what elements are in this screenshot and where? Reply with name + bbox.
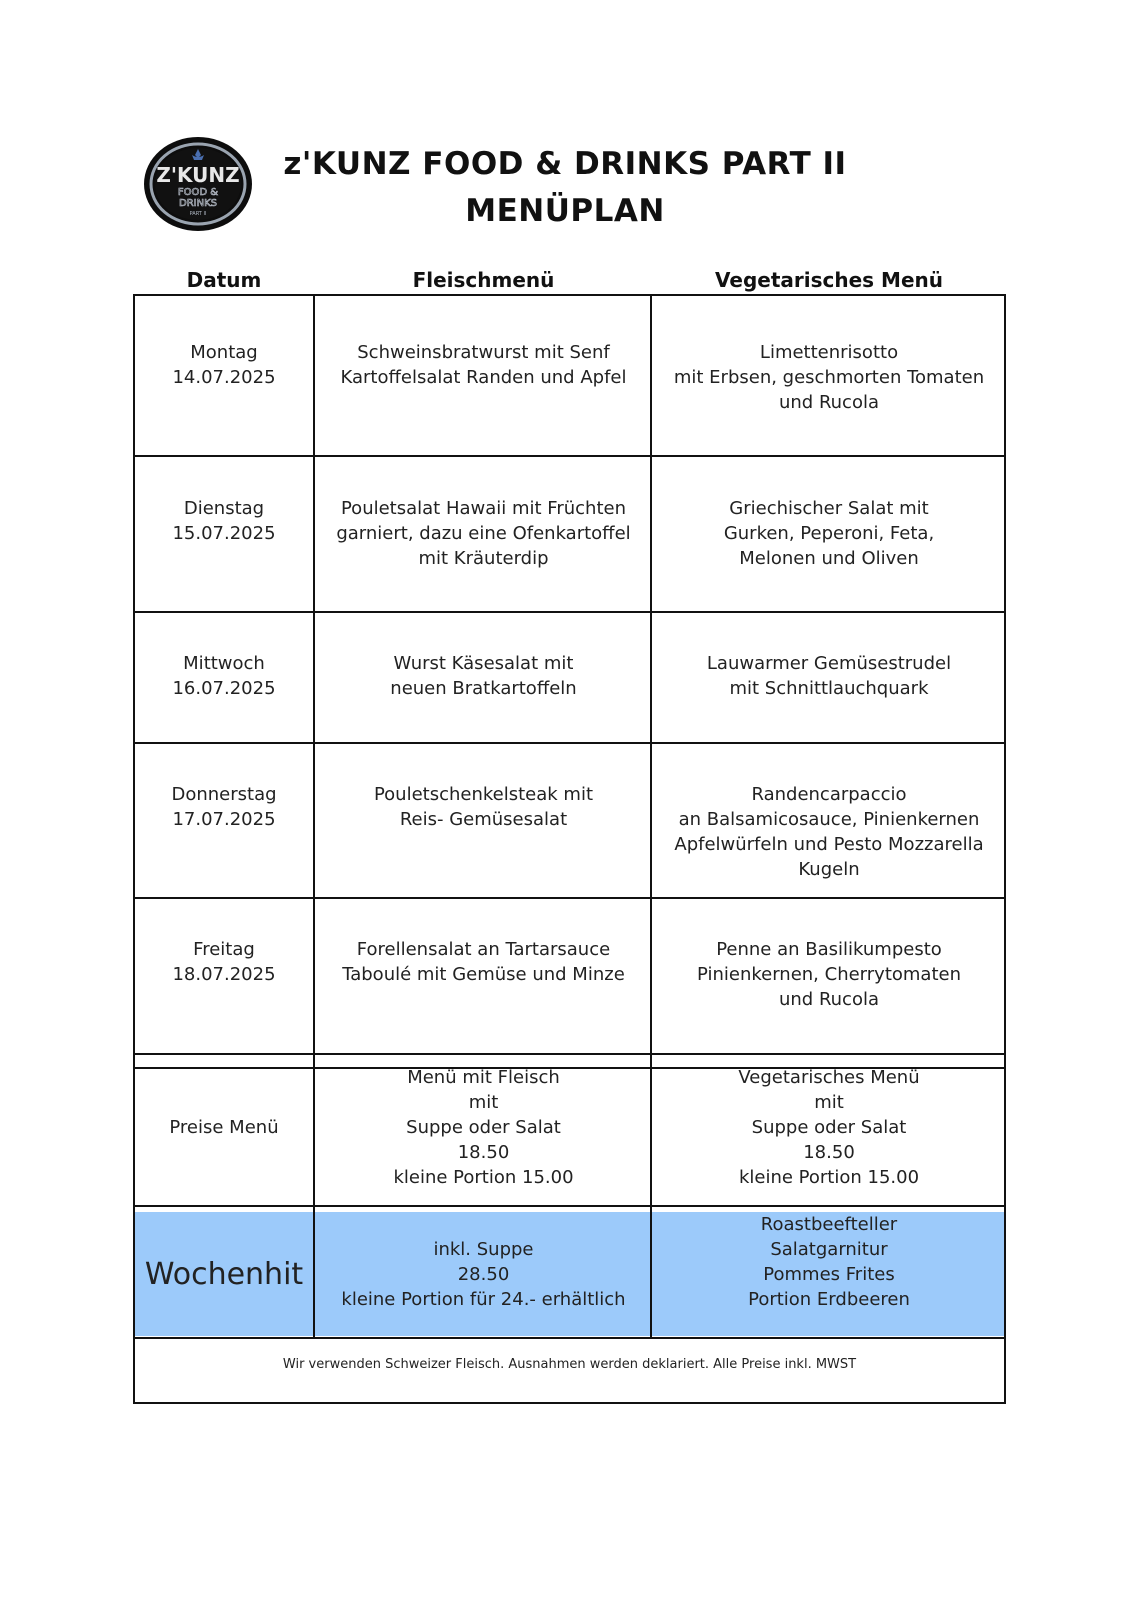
wochenhit-line: 28.50 — [457, 1264, 510, 1285]
meat-price-cell — [315, 1065, 652, 1190]
dish-line: Forellensalat an Tartarsauce — [356, 939, 611, 960]
dish-line: Pouletsalat Hawaii mit Früchten — [340, 498, 627, 519]
day-name: Freitag — [193, 939, 255, 960]
price-line: mit — [814, 1092, 844, 1113]
dish-line: Melonen und Oliven — [739, 548, 919, 569]
meat-dish-cell — [315, 782, 652, 832]
column-header-meat: Fleischmenü — [412, 268, 555, 292]
dish-line: mit Kräuterdip — [418, 548, 549, 569]
day-name: Mittwoch — [183, 653, 265, 674]
veg-price-cell — [652, 1065, 1006, 1190]
dish-line: Pinienkernen, Cherrytomaten — [697, 964, 961, 985]
table-divider — [133, 897, 1006, 899]
day-cell — [133, 782, 315, 832]
price-line: Suppe oder Salat — [406, 1117, 561, 1138]
meat-dish-cell — [315, 340, 652, 390]
logo-main-text: Z'KUNZ — [156, 163, 240, 187]
dish-line: Penne an Basilikumpesto — [716, 939, 942, 960]
dish-line: Schweinsbratwurst mit Senf — [357, 342, 610, 363]
page-subtitle: MENÜPLAN — [465, 193, 665, 229]
logo-sub3-text: PART II — [189, 211, 207, 217]
wochenhit-line: Pommes Frites — [763, 1264, 895, 1285]
veg-dish-cell — [652, 496, 1006, 571]
dish-line: Gurken, Peperoni, Feta, — [723, 523, 935, 544]
dish-line: Limettenrisotto — [759, 342, 899, 363]
dish-line: mit Schnittlauchquark — [729, 678, 929, 699]
day-cell — [133, 651, 315, 701]
veg-dish-cell — [652, 651, 1006, 701]
table-divider — [133, 1337, 1006, 1339]
day-cell — [133, 340, 315, 390]
day-name: Montag — [190, 342, 258, 363]
price-line: kleine Portion 15.00 — [393, 1167, 574, 1188]
dish-line: garniert, dazu eine Ofenkartoffel — [336, 523, 631, 544]
logo-sub2-text: DRINKS — [179, 198, 217, 209]
wochenhit-line: Portion Erdbeeren — [748, 1289, 910, 1310]
meat-dish-cell — [315, 651, 652, 701]
day-cell — [133, 496, 315, 546]
day-date: 14.07.2025 — [172, 367, 276, 388]
table-divider — [133, 1205, 1006, 1207]
wochenhit-veg-cell — [652, 1212, 1006, 1312]
restaurant-logo — [142, 135, 254, 233]
dish-line: neuen Bratkartoffeln — [390, 678, 577, 699]
veg-dish-cell — [652, 782, 1006, 882]
footer-note: Wir verwenden Schweizer Fleisch. Ausnahmen werden deklariert. Alle Preise inkl. MWST — [282, 1357, 857, 1372]
dish-line: mit Erbsen, geschmorten Tomaten — [673, 367, 985, 388]
price-line: kleine Portion 15.00 — [738, 1167, 920, 1188]
table-divider — [133, 742, 1006, 744]
column-header-veg: Vegetarisches Menü — [715, 268, 943, 292]
day-name: Donnerstag — [171, 784, 277, 805]
price-line: Vegetarisches Menü — [738, 1067, 920, 1088]
dish-line: an Balsamicosauce, Pinienkernen — [678, 809, 980, 830]
dish-line: Kugeln — [798, 859, 860, 880]
day-date: 16.07.2025 — [172, 678, 276, 699]
day-date: 18.07.2025 — [172, 964, 276, 985]
dish-line: Kartoffelsalat Randen und Apfel — [340, 367, 627, 388]
logo-sub1-text: FOOD & — [177, 187, 219, 198]
dish-line: Lauwarmer Gemüsestrudel — [706, 653, 952, 674]
wochenhit-meat-cell — [315, 1237, 652, 1312]
page-title: z'KUNZ FOOD & DRINKS PART II — [283, 146, 847, 182]
day-date: 17.07.2025 — [172, 809, 276, 830]
veg-dish-cell — [652, 937, 1006, 1012]
dish-line: Pouletschenkelsteak mit — [373, 784, 594, 805]
table-divider — [133, 611, 1006, 613]
price-line: 18.50 — [457, 1142, 510, 1163]
wochenhit-label: Wochenhit — [144, 1257, 304, 1292]
price-line: Suppe oder Salat — [751, 1117, 907, 1138]
table-divider — [133, 1053, 1006, 1055]
day-name: Dienstag — [183, 498, 265, 519]
dish-line: Reis- Gemüsesalat — [399, 809, 568, 830]
dish-line: Wurst Käsesalat mit — [393, 653, 574, 674]
dish-line: Taboulé mit Gemüse und Minze — [342, 964, 625, 985]
wochenhit-line: inkl. Suppe — [433, 1239, 534, 1260]
day-cell — [133, 937, 315, 987]
wochenhit-line: Salatgarnitur — [770, 1239, 888, 1260]
price-line: 18.50 — [803, 1142, 855, 1163]
dish-line: Apfelwürfeln und Pesto Mozzarella — [674, 834, 984, 855]
day-date: 15.07.2025 — [172, 523, 276, 544]
dish-line: und Rucola — [778, 989, 879, 1010]
dish-line: Randencarpaccio — [751, 784, 907, 805]
meat-dish-cell — [315, 937, 652, 987]
wochenhit-line: Roastbeefteller — [760, 1214, 898, 1235]
prices-label: Preise Menü — [169, 1117, 279, 1138]
price-line: mit — [468, 1092, 499, 1113]
dish-line: Griechischer Salat mit — [729, 498, 929, 519]
dish-line: und Rucola — [778, 392, 879, 413]
meat-dish-cell — [315, 496, 652, 571]
wochenhit-line: kleine Portion für 24.- erhältlich — [341, 1289, 626, 1310]
table-divider — [133, 455, 1006, 457]
column-header-date: Datum — [186, 268, 262, 292]
price-line: Menü mit Fleisch — [407, 1067, 560, 1088]
veg-dish-cell — [652, 340, 1006, 415]
